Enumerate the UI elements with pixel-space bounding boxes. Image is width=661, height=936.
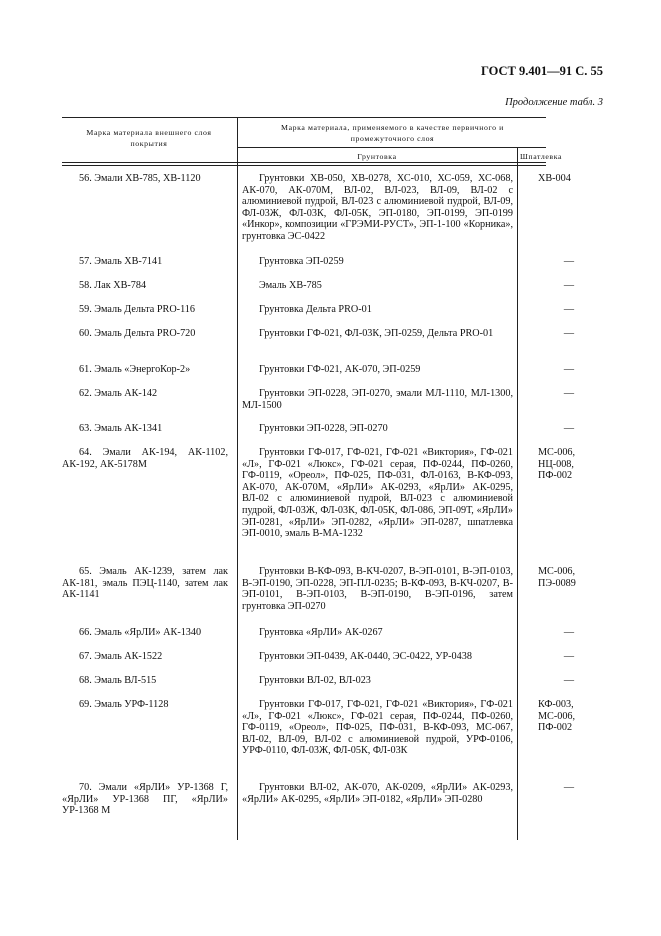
table-continuation-label: Продолжение табл. 3	[505, 97, 603, 108]
header-bottom-rule-2	[62, 165, 546, 166]
row-59-material: 59. Эмаль Дельта PRO-116	[79, 304, 195, 315]
row-69-primer: Грунтовки ГФ-017, ГФ-021, ГФ-021 «Виктория», ГФ-021 «Л», ГФ-021 «Люкс», ГФ-021 серая, ПФ-0244, ПФ-0260, ГФ-0119, «Ореол», ПФ-025, ПФ-031, В-КФ-093, МС-067, ВЛ-02, ВЛ-09, ВЛ-02 с алюминиевой пудрой, УРФ-0106, УРФ-0110, ФЛ-03Ж, ФЛ-05К, ФЛ-03К	[242, 699, 513, 757]
row-57-material: 57. Эмаль ХВ-7141	[79, 256, 163, 267]
row-57-primer: Грунтовка ЭП-0259	[259, 256, 344, 267]
row-62-putty: —	[563, 388, 575, 399]
row-67-putty: —	[563, 651, 575, 662]
row-61-material: 61. Эмаль «ЭнергоКор-2»	[79, 364, 191, 375]
row-63-primer: Грунтовки ЭП-0228, ЭП-0270	[259, 423, 388, 434]
row-58-material: 58. Лак ХВ-784	[79, 280, 147, 291]
row-61-primer: Грунтовки ГФ-021, АК-070, ЭП-0259	[259, 364, 421, 375]
row-60-primer: Грунтовки ГФ-021, ФЛ-03К, ЭП-0259, Дельта PRO-01	[259, 328, 494, 339]
column-divider-2	[517, 147, 518, 840]
row-70-material: 70. Эмали «ЯрЛИ» УР-1368 Г, «ЯрЛИ» УР-1368 ПГ, «ЯрЛИ» УР-1368 М	[62, 782, 228, 817]
row-65-primer: Грунтовки В-КФ-093, В-КЧ-0207, В-ЭП-0101, В-ЭП-0103, В-ЭП-0190, ЭП-0228, ЭП-ПЛ-0235; В-КФ-093, В-КЧ-0207, В-ЭП-0101, В-ЭП-0103, В-ЭП-0190, В-ЭП-0196, затем грунтовка ЭП-0270	[242, 566, 513, 612]
row-64-primer: Грунтовки ГФ-017, ГФ-021, ГФ-021 «Виктория», ГФ-021 «Л», ГФ-021 «Люкс», ГФ-021 серая, ПФ-0244, ПФ-0260, ГФ-0119, «Ореол», ПФ-025, ПФ-031, ФЛ-0163, В-КФ-093, АК-070, АК-070М, «ЯрЛИ» АК-0293, «ЯрЛИ» АК-0295, ВЛ-02 с алюминиевой пудрой, ВЛ-023 с алюминиевой пудрой, ФЛ-03Ж, ФЛ-03К, ФЛ-05К, ФЛ-086, ЭП-09Т, «ЯрЛИ» ЭП-0281, «ЯрЛИ» ЭП-0282, «ЯрЛИ» ЭП-0287, шпатлевка ЭП-0010, эмаль В-МА-1232	[242, 447, 513, 540]
row-66-primer: Грунтовка «ЯрЛИ» АК-0267	[259, 627, 383, 638]
row-63-material: 63. Эмаль АК-1341	[79, 423, 163, 434]
row-68-material: 68. Эмаль ВЛ-515	[79, 675, 157, 686]
row-59-primer: Грунтовка Дельта PRO-01	[259, 304, 372, 315]
row-64-material: 64. Эмали АК-194, АК-1102, АК-192, АК-5178М	[62, 447, 228, 470]
row-65-material: 65. Эмаль АК-1239, затем лак АК-181, эмаль ПЭЦ-1140, затем лак АК-1141	[62, 566, 228, 601]
row-60-material: 60. Эмаль Дельта PRO-720	[79, 328, 196, 339]
header-bottom-rule-1	[62, 162, 546, 163]
row-67-material: 67. Эмаль АК-1522	[79, 651, 163, 662]
row-70-putty: —	[563, 782, 575, 793]
row-56-putty: ХВ-004	[538, 173, 571, 184]
row-58-putty: —	[563, 280, 575, 291]
row-65-putty: МС-006, ПЭ-0089	[538, 566, 576, 589]
row-59-putty: —	[563, 304, 575, 315]
column-divider-1	[237, 117, 238, 840]
table-top-rule	[62, 117, 546, 118]
col1-header: Марка материала внешнего слоя покрытия	[86, 128, 212, 148]
col23-header: Марка материала, применяемого в качестве первичного и промежуточного слоя	[281, 123, 504, 143]
row-66-material: 66. Эмаль «ЯрЛИ» АК-1340	[79, 627, 202, 638]
row-56-material: 56. Эмали ХВ-785, ХВ-1120	[79, 173, 201, 184]
subheader-rule	[237, 147, 546, 148]
row-68-primer: Грунтовки ВЛ-02, ВЛ-023	[259, 675, 371, 686]
col3-header: Шпатлевка	[519, 152, 563, 161]
row-60-putty: —	[563, 328, 575, 339]
row-62-primer: Грунтовки ЭП-0228, ЭП-0270, эмали МЛ-1110, МЛ-1300, МЛ-1500	[242, 388, 513, 411]
row-63-putty: —	[563, 423, 575, 434]
row-62-material: 62. Эмаль АК-142	[79, 388, 158, 399]
col2-header: Грунтовка	[357, 152, 397, 161]
row-58-primer: Эмаль ХВ-785	[259, 280, 322, 291]
row-66-putty: —	[563, 627, 575, 638]
row-61-putty: —	[563, 364, 575, 375]
row-70-primer: Грунтовки ВЛ-02, АК-070, АК-0209, «ЯрЛИ» АК-0293, «ЯрЛИ» АК-0295, «ЯрЛИ» ЭП-0182, «ЯрЛИ» ЭП-0280	[242, 782, 513, 805]
row-56-primer: Грунтовки ХВ-050, ХВ-0278, ХС-010, ХС-059, ХС-068, АК-070, АК-070М, ВЛ-02, ВЛ-023, ВЛ-09, ВЛ-02 с алюминиевой пудрой, ВЛ-023 с алюминиевой пудрой, ВЛ-09, ФЛ-03Ж, ФЛ-03К, ФЛ-05К, ЭП-0180, ЭП-0199, ЭП-0199 «Инкор», композиции «ГРЭМИ-РУСТ», ЭП-1-100 «Корника», грунтовка ЭС-0422	[242, 173, 513, 242]
row-69-putty: КФ-003, МС-006, ПФ-002	[538, 699, 576, 734]
row-68-putty: —	[563, 675, 575, 686]
row-57-putty: —	[563, 256, 575, 267]
row-67-primer: Грунтовки ЭП-0439, АК-0440, ЭС-0422, УР-0438	[259, 651, 472, 662]
row-69-material: 69. Эмаль УРФ-1128	[79, 699, 169, 710]
row-64-putty: МС-006, НЦ-008, ПФ-002	[538, 447, 576, 482]
standard-designation: ГОСТ 9.401—91 С. 55	[480, 64, 603, 78]
